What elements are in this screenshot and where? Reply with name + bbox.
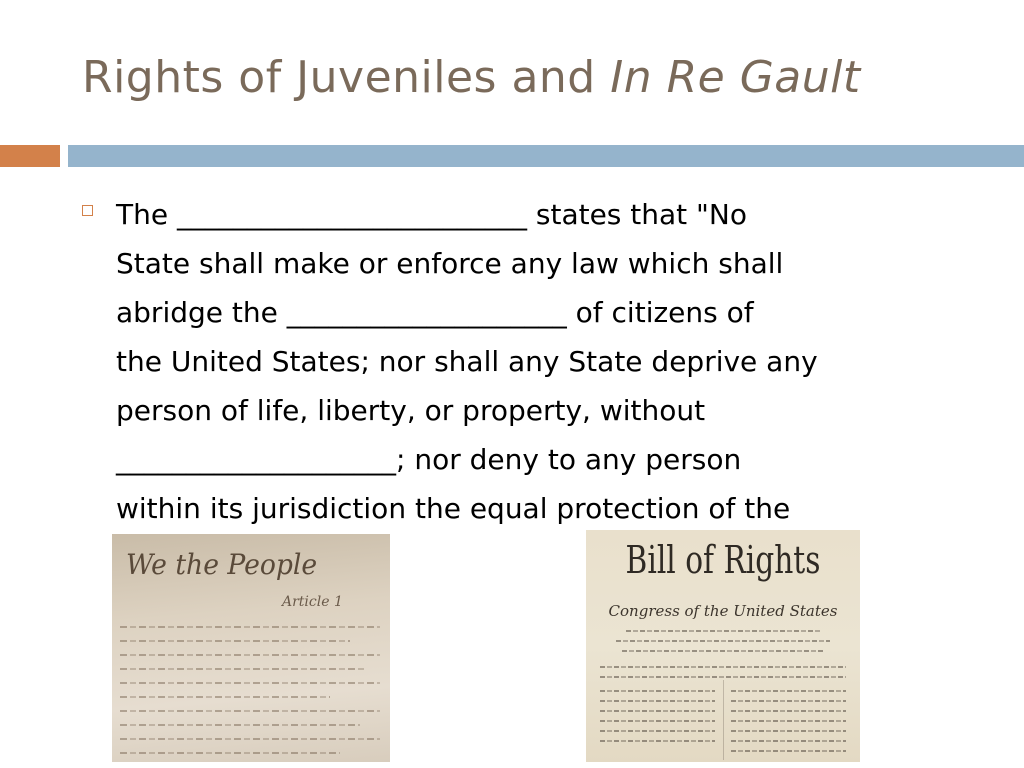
handwriting-line — [120, 668, 366, 670]
handwriting-line — [120, 654, 380, 656]
handwriting-line — [120, 696, 330, 698]
handwriting-line — [600, 700, 715, 702]
hollow-square-bullet-icon — [82, 205, 93, 216]
bullet-text-line: abridge the ____________________ of citizens of — [116, 296, 754, 329]
handwriting-line — [120, 724, 360, 726]
handwriting-line — [600, 676, 846, 678]
constitution-heading: We the People — [126, 548, 318, 581]
bullet-text-line: State shall make or enforce any law which shall — [116, 247, 784, 280]
handwriting-line — [120, 738, 380, 740]
bill-of-rights-document-image — [586, 530, 860, 762]
handwriting-line — [731, 720, 846, 722]
handwriting-line — [622, 650, 824, 652]
handwriting-line — [120, 710, 380, 712]
handwriting-line — [600, 720, 715, 722]
handwriting-line — [120, 640, 350, 642]
bill-of-rights-subheading: Congress of the United States — [608, 602, 838, 620]
title-divider-bar — [68, 145, 1024, 167]
bullet-text — [116, 190, 946, 533]
handwriting-line — [120, 752, 340, 754]
handwriting-line — [600, 740, 715, 742]
handwriting-line — [731, 700, 846, 702]
bullet-text-line: person of life, liberty, or property, without — [116, 394, 706, 427]
bullet-text-line: The _________________________ states that "No — [116, 198, 748, 231]
slide-title-plain: Rights of Juveniles and — [82, 52, 611, 103]
handwriting-line — [600, 690, 715, 692]
handwriting-line — [120, 682, 380, 684]
handwriting-line — [600, 666, 846, 668]
slide-title-italic: In Re Gault — [610, 52, 861, 103]
handwriting-line — [731, 730, 846, 732]
title-accent-bar — [0, 145, 60, 167]
bill-of-rights-heading: Bill of Rights — [625, 538, 821, 582]
column-divider — [723, 680, 724, 760]
handwriting-line — [731, 750, 846, 752]
constitution-article-label: Article 1 — [282, 594, 343, 610]
handwriting-line — [120, 626, 380, 628]
handwriting-line — [731, 690, 846, 692]
constitution-document-image — [112, 534, 390, 762]
handwriting-line — [731, 710, 846, 712]
handwriting-line — [616, 640, 830, 642]
slide-title — [82, 52, 861, 103]
bullet-text-line: ____________________; nor deny to any person — [116, 443, 742, 476]
handwriting-line — [626, 630, 820, 632]
handwriting-line — [600, 710, 715, 712]
handwriting-line — [731, 740, 846, 742]
bullet-text-line: the United States; nor shall any State deprive any — [116, 345, 818, 378]
bullet-text-line: within its jurisdiction the equal protection of the — [116, 492, 791, 525]
handwriting-line — [600, 730, 715, 732]
